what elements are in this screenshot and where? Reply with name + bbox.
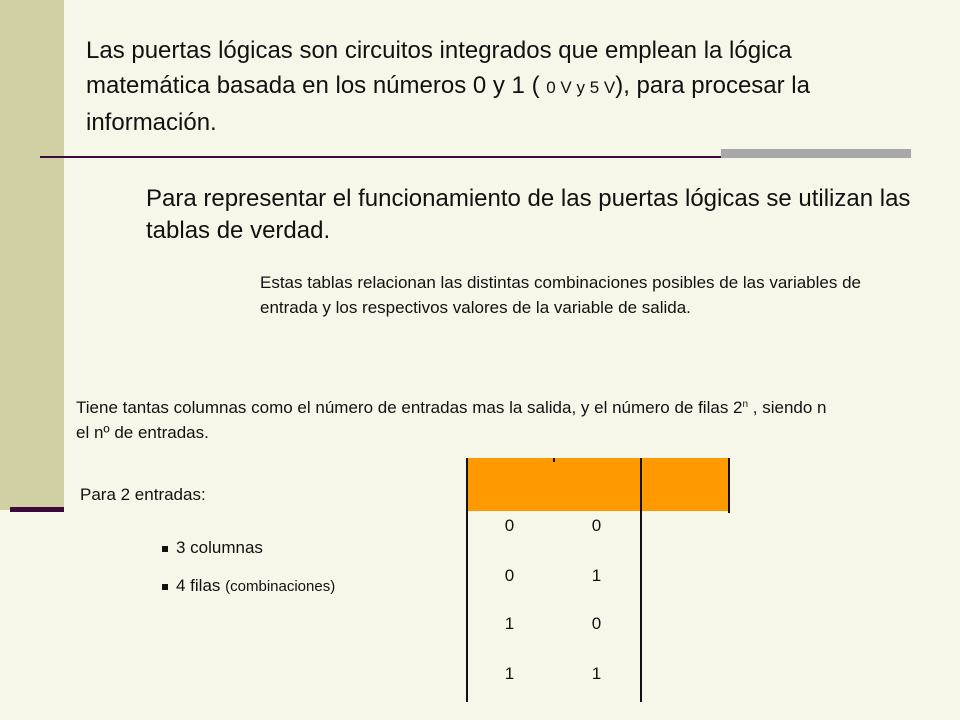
- square-bullet-icon: [162, 584, 168, 590]
- divider-accent: [721, 149, 911, 158]
- intro-text-b: ), para procesar la información.: [86, 72, 810, 136]
- sidebar-rule: [10, 507, 64, 512]
- structure-exponent: n: [742, 399, 749, 410]
- structure-paragraph: [76, 395, 836, 445]
- example-bullet-list: [162, 538, 335, 614]
- table-cell: 1: [591, 664, 602, 683]
- table-col-divider: [553, 458, 555, 462]
- table-cell: 1: [504, 664, 515, 683]
- sidebar-bar: [0, 0, 64, 510]
- intro-paragraph: [86, 33, 886, 140]
- intro-volts: 0 V y 5 V: [546, 78, 616, 97]
- example-heading: Para 2 entradas:: [80, 485, 206, 504]
- explanation-paragraph: Estas tablas relacionan las distintas combinaciones posibles de las variables de entrada y los respectivos valores de la variable de salida.: [260, 273, 862, 317]
- table-border-right: [728, 458, 730, 513]
- table-cell: 0: [591, 516, 602, 535]
- intro-text-a: Las puertas lógicas son circuitos integrados que emplean la lógica matemática basada en los números 0 y 1 (: [86, 37, 792, 99]
- table-cell: 1: [591, 566, 602, 585]
- table-cell: 0: [504, 516, 515, 535]
- table-col-divider: [640, 458, 642, 702]
- bullet-note: (combinaciones): [225, 578, 336, 595]
- table-cell: 1: [504, 614, 515, 633]
- bullet-main: 4 filas: [176, 576, 221, 595]
- bullet-main: 3 columnas: [176, 538, 263, 557]
- table-cell: 0: [504, 566, 515, 585]
- bullet-item: [162, 576, 335, 614]
- table-cell: 0: [591, 614, 602, 633]
- truth-table: [466, 458, 730, 702]
- structure-text-b: , siendo n el nº de entradas.: [76, 398, 827, 442]
- truth-table-header: [466, 458, 730, 511]
- square-bullet-icon: [162, 546, 168, 552]
- structure-text-a: Tiene tantas columnas como el número de entradas mas la salida, y el número de filas 2: [76, 398, 743, 417]
- bullet-item: [162, 538, 335, 576]
- definition-paragraph: Para representar el funcionamiento de las puertas lógicas se utilizan las tablas de verdad.: [146, 185, 911, 244]
